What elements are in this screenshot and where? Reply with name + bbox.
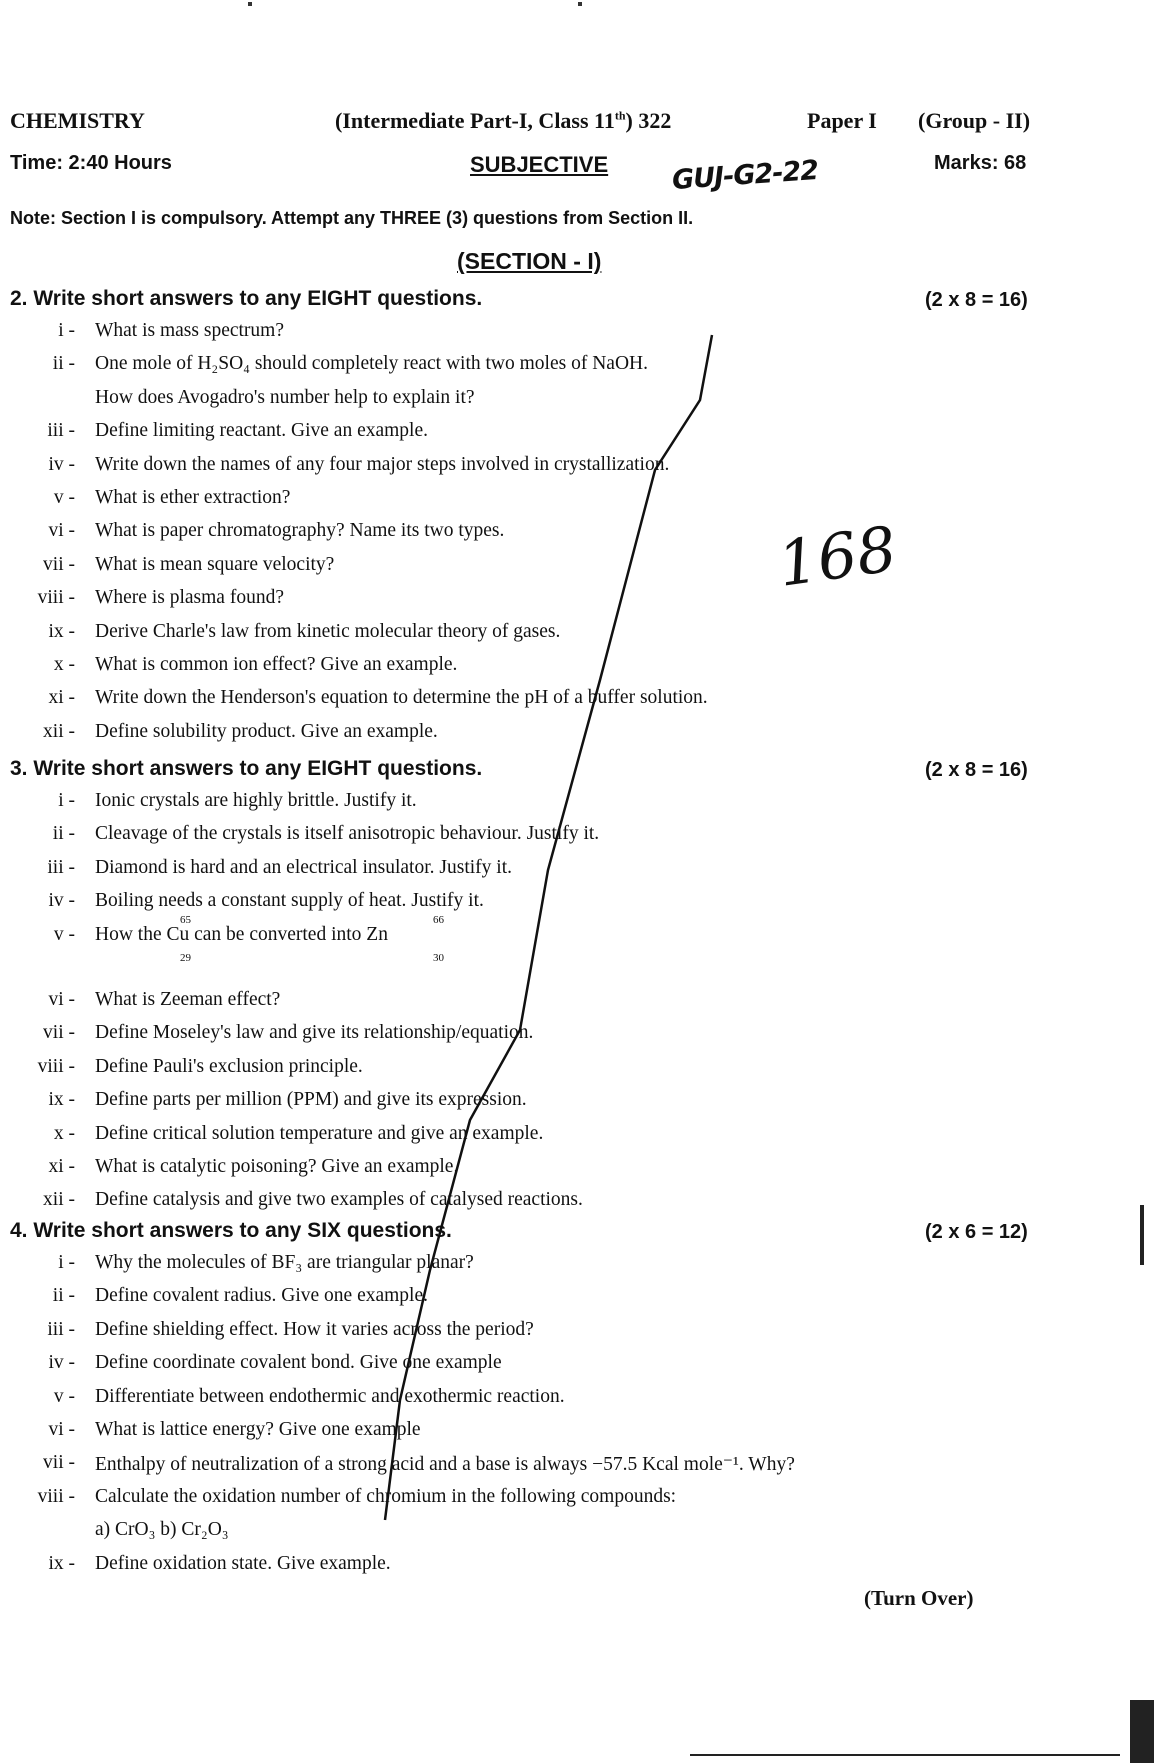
item-text: Define oxidation state. Give example. bbox=[95, 1552, 391, 1574]
item-text: Enthalpy of neutralization of a strong acid and a base is always −57.5 Kcal mole⁻¹. Why? bbox=[95, 1454, 795, 1476]
item-text: Differentiate between endothermic and exothermic reaction. bbox=[95, 1385, 565, 1407]
item-number: ix - bbox=[48, 1552, 75, 1574]
question-marks: (2 x 6 = 12) bbox=[925, 1221, 1028, 1243]
time-label: Time: 2:40 Hours bbox=[10, 152, 172, 174]
turn-over-label: (Turn Over) bbox=[864, 1586, 974, 1610]
item-text: Define parts per million (PPM) and give its expression. bbox=[95, 1089, 527, 1111]
item-number: vii - bbox=[43, 553, 75, 575]
item-number: v - bbox=[53, 487, 75, 508]
item-number: iii - bbox=[47, 1318, 75, 1340]
item-text: Why the molecules of BF₃ are triangular planar? bbox=[95, 1252, 474, 1273]
question-heading: 3. Write short answers to any EIGHT questions. bbox=[10, 757, 483, 780]
item-number: v - bbox=[53, 1385, 75, 1407]
item-number: iv - bbox=[48, 453, 75, 475]
handwritten-score: 168 bbox=[773, 512, 901, 601]
item-number: viii - bbox=[37, 1055, 75, 1077]
isotope-atomic-cu: 29 bbox=[180, 951, 191, 964]
item-number: vi - bbox=[48, 989, 75, 1010]
item-number: iii - bbox=[47, 420, 75, 442]
item-number: i - bbox=[58, 1252, 75, 1273]
item-number: iv - bbox=[48, 890, 75, 912]
item-text: Define shielding effect. How it varies across the period? bbox=[95, 1318, 534, 1340]
item-number: vii - bbox=[43, 1452, 75, 1474]
item-text: What is mean square velocity? bbox=[95, 553, 335, 575]
item-text: Define Pauli's exclusion principle. bbox=[95, 1055, 363, 1077]
item-number: ix - bbox=[48, 1089, 75, 1111]
question-heading: 2. Write short answers to any EIGHT questions. bbox=[10, 287, 483, 310]
item-number: viii - bbox=[37, 1485, 75, 1507]
isotope-atomic-zn: 30 bbox=[433, 951, 444, 964]
item-text: What is lattice energy? Give one example bbox=[95, 1419, 421, 1440]
item-number: ix - bbox=[48, 620, 75, 642]
item-text: Diamond is hard and an electrical insulator. Justify it. bbox=[95, 856, 512, 878]
item-text: Define critical solution temperature and give an example. bbox=[95, 1122, 544, 1144]
item-number: x - bbox=[53, 1122, 75, 1144]
item-number: viii - bbox=[37, 587, 75, 609]
item-number: xi - bbox=[48, 1156, 75, 1177]
item-text: How the Cu can be converted into Zn bbox=[95, 923, 388, 945]
item-text: Write down the names of any four major steps involved in crystallization. bbox=[95, 453, 670, 475]
question-marks: (2 x 8 = 16) bbox=[925, 759, 1028, 781]
question-marks: (2 x 8 = 16) bbox=[925, 289, 1028, 311]
item-text: One mole of H₂SO₄ should completely react with two moles of NaOH. bbox=[95, 353, 648, 375]
item-text: What is paper chromatography? Name its two types. bbox=[95, 520, 505, 542]
item-text: Where is plasma found? bbox=[95, 587, 284, 609]
paper-label: Paper I bbox=[807, 108, 877, 133]
group-label: (Group - II) bbox=[918, 108, 1031, 133]
item-text: What is Zeeman effect? bbox=[95, 989, 281, 1010]
class-info-text: (Intermediate Part-I, Class 11 bbox=[335, 108, 615, 133]
item-number: v - bbox=[53, 923, 75, 945]
scan-dot bbox=[248, 2, 252, 6]
pen-stroke-line bbox=[385, 335, 712, 1520]
item-number: x - bbox=[53, 654, 75, 675]
scan-edge-mark bbox=[1140, 1205, 1144, 1265]
item-text: Define limiting reactant. Give an example. bbox=[95, 420, 428, 442]
item-text: What is mass spectrum? bbox=[95, 320, 284, 341]
item-number: iii - bbox=[47, 856, 75, 878]
subjective-label: SUBJECTIVE bbox=[470, 152, 609, 177]
item-number: vii - bbox=[43, 1022, 75, 1044]
isotope-mass-zn: 66 bbox=[433, 913, 444, 926]
item-text: Write down the Henderson's equation to determine the pH of a buffer solution. bbox=[95, 687, 708, 709]
item-number: ii - bbox=[52, 353, 75, 375]
item-text: Boiling needs a constant supply of heat. Justify it. bbox=[95, 890, 484, 912]
item-text: Calculate the oxidation number of chromium in the following compounds: bbox=[95, 1485, 677, 1507]
item-text: What is ether extraction? bbox=[95, 487, 291, 508]
item-text: a) CrO₃ b) Cr₂O₃ bbox=[95, 1519, 229, 1541]
item-text: Ionic crystals are highly brittle. Justify it. bbox=[95, 790, 417, 811]
item-text: Derive Charle's law from kinetic molecular theory of gases. bbox=[95, 620, 561, 642]
class-info-sup: th bbox=[614, 108, 626, 123]
item-text: Define solubility product. Give an example. bbox=[95, 720, 438, 742]
item-number: ii - bbox=[52, 823, 75, 845]
marks-label: Marks: 68 bbox=[934, 152, 1027, 174]
item-number: xi - bbox=[48, 687, 75, 709]
instruction-note: Note: Section I is compulsory. Attempt any THREE (3) questions from Section II. bbox=[10, 208, 694, 228]
item-number: iv - bbox=[48, 1352, 75, 1374]
item-text: What is common ion effect? Give an example. bbox=[95, 654, 458, 675]
scan-edge-mark bbox=[1130, 1700, 1154, 1763]
item-number: xii - bbox=[43, 1189, 75, 1211]
handwritten-code: GUJ-G2-22 bbox=[671, 154, 819, 197]
item-text: Cleavage of the crystals is itself anisotropic behaviour. Justify it. bbox=[95, 823, 600, 845]
item-number: vi - bbox=[48, 1419, 75, 1440]
scan-dot bbox=[578, 2, 582, 6]
isotope-mass-cu: 65 bbox=[180, 913, 191, 926]
subject-title: CHEMISTRY bbox=[10, 108, 145, 133]
item-number: xii - bbox=[43, 720, 75, 742]
item-number: i - bbox=[58, 790, 75, 811]
item-text: How does Avogadro's number help to explain it? bbox=[95, 386, 475, 408]
item-text: Define catalysis and give two examples of catalysed reactions. bbox=[95, 1189, 583, 1211]
item-text: What is catalytic poisoning? Give an example. bbox=[95, 1156, 459, 1177]
question-heading: 4. Write short answers to any SIX questions. bbox=[10, 1219, 452, 1242]
section-title: (SECTION - I) bbox=[457, 248, 602, 274]
item-text: Define covalent radius. Give one example. bbox=[95, 1285, 428, 1307]
item-text: Define Moseley's law and give its relationship/equation. bbox=[95, 1022, 534, 1044]
item-number: ii - bbox=[52, 1285, 75, 1307]
item-number: vi - bbox=[48, 520, 75, 542]
item-text: Define coordinate covalent bond. Give one example bbox=[95, 1352, 502, 1374]
item-number: i - bbox=[58, 320, 75, 341]
class-code: ) 322 bbox=[625, 108, 672, 133]
